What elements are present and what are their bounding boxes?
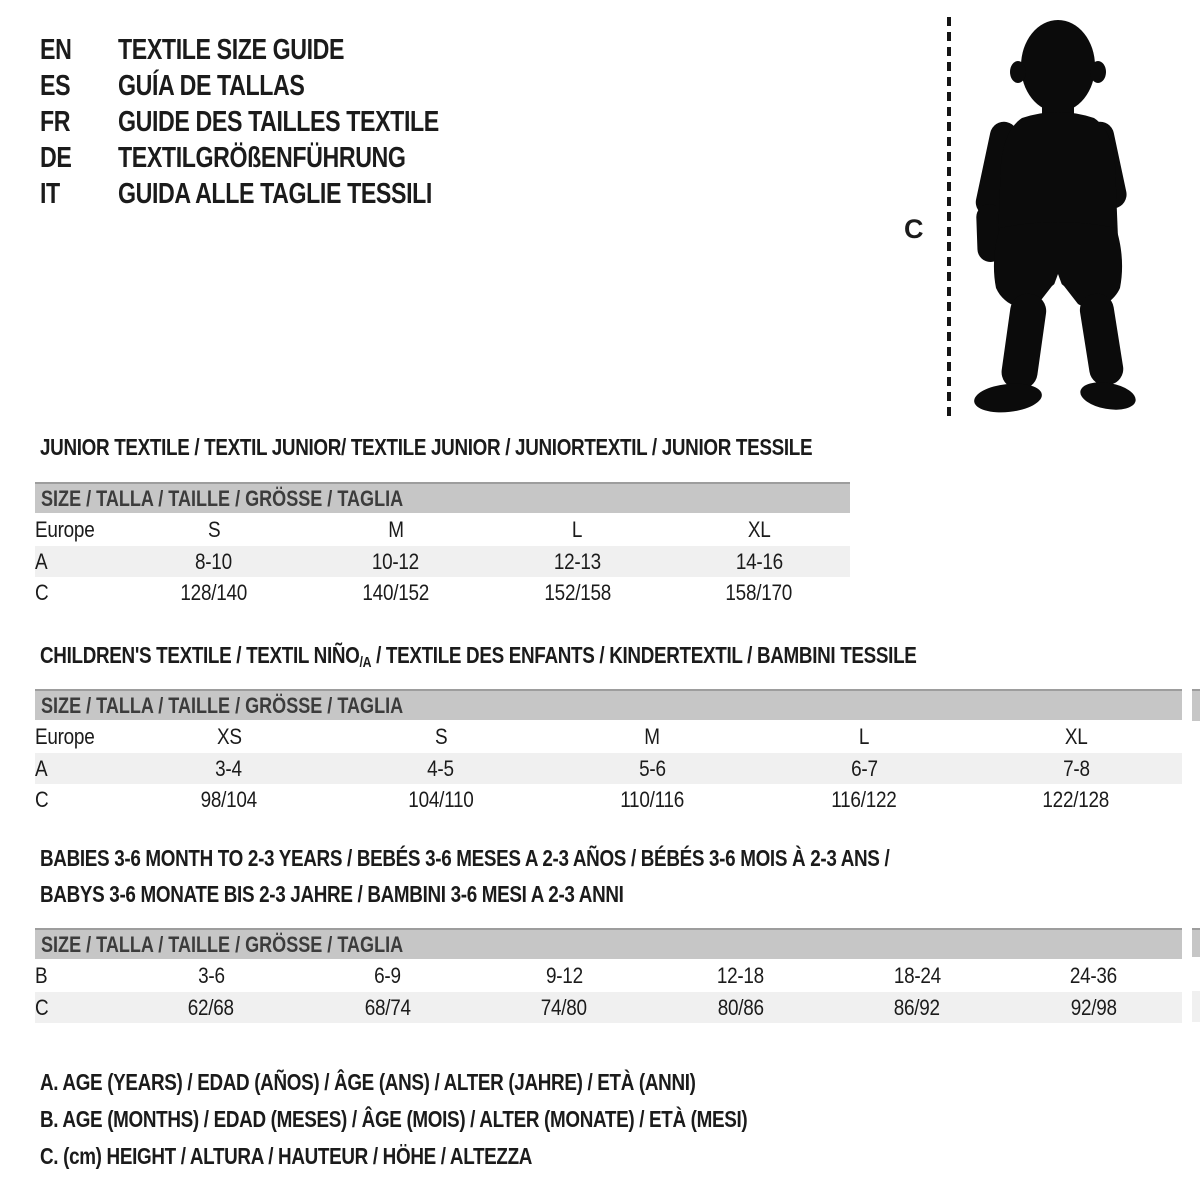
size-value: M <box>644 723 661 749</box>
legend-line-b: B. AGE (MONTHS) / EDAD (MESES) / ÂGE (MOIS) / ALTER (MONATE) / ETÀ (MESI) <box>40 1106 748 1132</box>
size-value: 122/128 <box>1042 786 1110 812</box>
size-value: 140/152 <box>362 579 429 605</box>
size-value: L <box>859 723 870 749</box>
size-value: M <box>387 516 404 542</box>
size-value: 8-10 <box>195 548 233 574</box>
row-label: C <box>35 994 49 1020</box>
legend-line-c: C. (cm) HEIGHT / ALTURA / HAUTEUR / HÖHE / ALTEZZA <box>40 1143 533 1169</box>
cropped-table-edge <box>1192 928 1200 957</box>
size-value: 12-13 <box>553 548 601 574</box>
size-value: 80/86 <box>717 994 764 1020</box>
size-value: 98/104 <box>200 786 258 812</box>
children-section-title-text: CHILDREN'S TEXTILE / TEXTIL NIÑO <box>40 642 360 668</box>
language-row <box>40 68 519 104</box>
language-list <box>40 32 519 212</box>
children-size-table <box>35 689 1182 815</box>
size-header-label: SIZE / TALLA / TAILLE / GRÖSSE / TAGLIA <box>41 692 404 718</box>
row-label: Europe <box>35 723 95 749</box>
junior-size-table <box>35 482 850 608</box>
table-row <box>35 784 1182 815</box>
size-header-label: SIZE / TALLA / TAILLE / GRÖSSE / TAGLIA <box>41 931 404 957</box>
size-value: 110/116 <box>620 786 685 812</box>
language-name: GUIDE DES TAILLES TEXTILE <box>118 105 439 138</box>
size-value: L <box>572 516 583 542</box>
junior-section-title <box>40 434 982 461</box>
size-value: 10-12 <box>372 548 420 574</box>
size-value: 104/110 <box>408 786 474 812</box>
language-code: DE <box>40 141 72 174</box>
legend-line-a: A. AGE (YEARS) / EDAD (AÑOS) / ÂGE (ANS) / ALTER (JAHRE) / ETÀ (ANNI) <box>40 1069 696 1095</box>
language-row <box>40 176 519 212</box>
cropped-table-edge <box>1192 689 1200 721</box>
cropped-table-edge <box>1192 991 1200 1022</box>
legend <box>40 1064 903 1175</box>
height-measure-line <box>947 17 951 416</box>
size-value: 152/158 <box>544 579 611 605</box>
row-label: B <box>35 962 48 988</box>
language-code: ES <box>40 69 71 102</box>
row-label: C <box>35 579 49 605</box>
size-value: 6-9 <box>374 962 402 988</box>
children-title-subscript: /A <box>359 654 372 671</box>
size-value: XL <box>747 516 771 542</box>
size-value: 18-24 <box>893 962 941 988</box>
language-row <box>40 140 519 176</box>
language-code: EN <box>40 33 72 66</box>
size-value: 3-6 <box>197 962 225 988</box>
babies-section-title-line1: BABIES 3-6 MONTH TO 2-3 YEARS / BEBÉS 3-6 MESES A 2-3 AÑOS / BÉBÉS 3-6 MOIS À 2-3 ANS / <box>40 845 890 871</box>
size-header-band <box>35 483 850 513</box>
children-section-title-text: / TEXTILE DES ENFANTS / KINDERTEXTIL / BAMBINI TESSILE <box>371 642 917 668</box>
size-value: 7-8 <box>1062 755 1090 781</box>
size-value: 128/140 <box>180 579 248 605</box>
size-value: 116/122 <box>831 786 897 812</box>
size-value: XL <box>1064 723 1088 749</box>
language-name: TEXTILGRÖßENFÜHRUNG <box>118 141 406 174</box>
size-header-band <box>35 690 1182 720</box>
row-label: Europe <box>35 516 95 542</box>
language-name: GUÍA DE TALLAS <box>118 69 305 102</box>
table-row <box>35 992 1182 1023</box>
language-row <box>40 104 519 140</box>
row-label: A <box>35 548 48 574</box>
table-row <box>35 577 850 608</box>
size-value: 24-36 <box>1070 962 1118 988</box>
babies-section-title-line2: BABYS 3-6 MONATE BIS 2-3 JAHRE / BAMBINI 3-6 MESI A 2-3 ANNI <box>40 881 624 907</box>
language-name: GUIDA ALLE TAGLIE TESSILI <box>118 177 432 210</box>
size-value: 74/80 <box>541 994 588 1020</box>
size-header-label: SIZE / TALLA / TAILLE / GRÖSSE / TAGLIA <box>41 485 404 511</box>
size-value: 14-16 <box>735 548 783 574</box>
size-value: S <box>434 723 447 749</box>
language-name: TEXTILE SIZE GUIDE <box>118 33 345 66</box>
size-value: 3-4 <box>215 755 243 781</box>
language-code: IT <box>40 177 60 210</box>
language-code: FR <box>40 105 71 138</box>
size-value: XS <box>216 723 242 749</box>
language-row <box>40 32 519 68</box>
table-row <box>35 753 1182 784</box>
size-value: 92/98 <box>1070 994 1117 1020</box>
size-header-band <box>35 929 1182 959</box>
children-section-title <box>40 642 1109 671</box>
row-label: C <box>35 786 49 812</box>
size-value: 68/74 <box>364 994 411 1020</box>
row-label: A <box>35 755 48 781</box>
table-row <box>35 959 1182 992</box>
junior-section-title-text: JUNIOR TEXTILE / TEXTIL JUNIOR/ TEXTILE JUNIOR / JUNIORTEXTIL / JUNIOR TESSILE <box>40 434 813 460</box>
size-value: 4-5 <box>427 755 454 781</box>
babies-section-title <box>40 840 1076 912</box>
table-row <box>35 546 850 577</box>
height-measure-label: C <box>904 214 924 244</box>
table-row <box>35 513 850 546</box>
size-value: 6-7 <box>850 755 878 781</box>
size-value: 158/170 <box>725 579 793 605</box>
size-value: 9-12 <box>545 962 583 988</box>
size-value: 86/92 <box>894 994 941 1020</box>
size-value: 12-18 <box>717 962 765 988</box>
size-value: 5-6 <box>639 755 666 781</box>
size-value: S <box>207 516 221 542</box>
table-row <box>35 720 1182 753</box>
babies-size-table <box>35 928 1182 1023</box>
toddler-silhouette-icon <box>966 16 1138 418</box>
size-value: 62/68 <box>188 994 235 1020</box>
